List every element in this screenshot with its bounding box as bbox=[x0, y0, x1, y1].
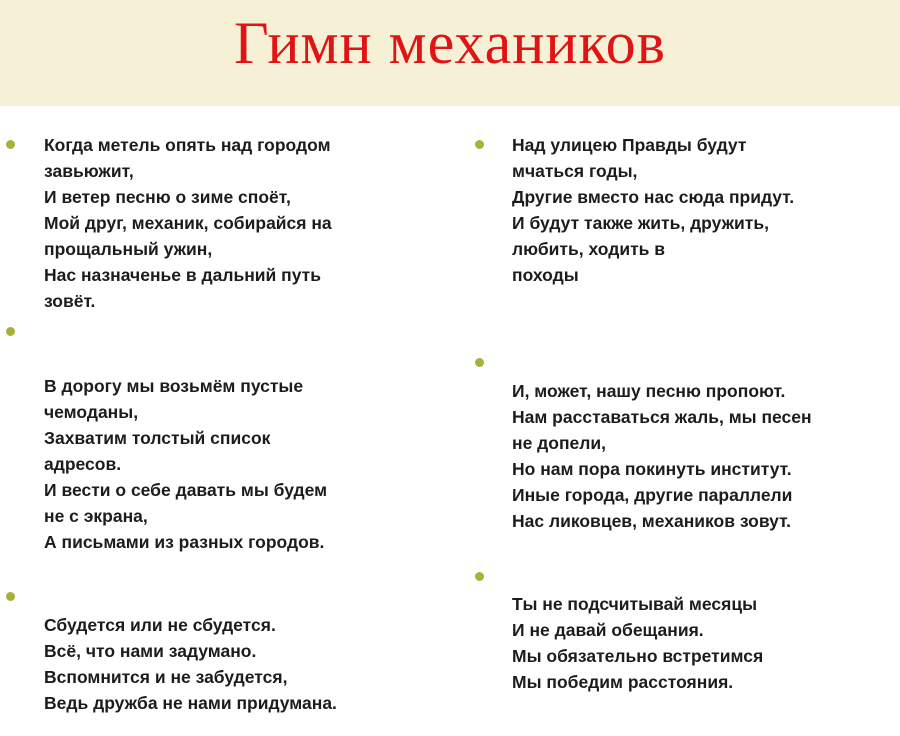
stanza-line: И вести о себе давать мы будем bbox=[44, 480, 328, 500]
stanza-line: не с экрана, bbox=[44, 506, 148, 526]
stanza-line: А письмами из разных городов. bbox=[44, 532, 325, 552]
stanza-left-3 bbox=[44, 612, 337, 716]
stanza-line: Нас назначенье в дальний путь bbox=[44, 265, 321, 285]
stanza-line: Мы победим расстояния. bbox=[512, 672, 734, 692]
bullet-icon bbox=[475, 358, 484, 367]
stanza-right-3 bbox=[512, 591, 763, 695]
page-title: Гимн механиков bbox=[234, 10, 666, 76]
bullet-icon bbox=[6, 140, 15, 149]
stanza-line: И не давай обещания. bbox=[512, 620, 704, 640]
stanza-line: И, может, нашу песню пропоют. bbox=[512, 381, 786, 401]
stanza-line: И будут также жить, дружить, bbox=[512, 213, 769, 233]
stanza-right-1 bbox=[512, 132, 794, 288]
stanza-line: зовёт. bbox=[44, 291, 96, 311]
bullet-icon bbox=[6, 327, 15, 336]
stanza-line: В дорогу мы возьмём пустые bbox=[44, 376, 304, 396]
stanza-line: Иные города, другие параллели bbox=[512, 485, 793, 505]
stanza-right-2 bbox=[512, 378, 812, 534]
stanza-line: походы bbox=[512, 265, 579, 285]
stanza-line: Ты не подсчитывай месяцы bbox=[512, 594, 758, 614]
stanza-line: И ветер песню о зиме споёт, bbox=[44, 187, 291, 207]
stanza-line: чемоданы, bbox=[44, 402, 139, 422]
stanza-line: Мой друг, механик, собирайся на bbox=[44, 213, 332, 233]
stanza-line: Над улицею Правды будут bbox=[512, 135, 747, 155]
stanza-line: Другие вместо нас сюда придут. bbox=[512, 187, 795, 207]
stanza-line: Всё, что нами задумано. bbox=[44, 641, 257, 661]
stanza-line: Когда метель опять над городом bbox=[44, 135, 331, 155]
stanza-line: мчаться годы, bbox=[512, 161, 638, 181]
stanza-line: не допели, bbox=[512, 433, 607, 453]
stanza-line: Ведь дружба не нами придумана. bbox=[44, 693, 337, 713]
stanza-line: прощальный ужин, bbox=[44, 239, 213, 259]
stanza-line: Сбудется или не сбудется. bbox=[44, 615, 276, 635]
stanza-line: завьюжит, bbox=[44, 161, 134, 181]
stanza-line: Захватим толстый список bbox=[44, 428, 271, 448]
stanza-line: Нас ликовцев, механиков зовут. bbox=[512, 511, 791, 531]
stanza-left-1 bbox=[44, 132, 332, 314]
stanza-line: Нам расставаться жаль, мы песен bbox=[512, 407, 812, 427]
stanza-line: Мы обязательно встретимся bbox=[512, 646, 764, 666]
stanza-left-2 bbox=[44, 373, 327, 555]
stanza-line: Вспомнится и не забудется, bbox=[44, 667, 288, 687]
stanza-line: любить, ходить в bbox=[512, 239, 666, 259]
stanza-line: адресов. bbox=[44, 454, 122, 474]
bullet-icon bbox=[6, 592, 15, 601]
stanza-line: Но нам пора покинуть институт. bbox=[512, 459, 792, 479]
bullet-icon bbox=[475, 572, 484, 581]
bullet-icon bbox=[475, 140, 484, 149]
